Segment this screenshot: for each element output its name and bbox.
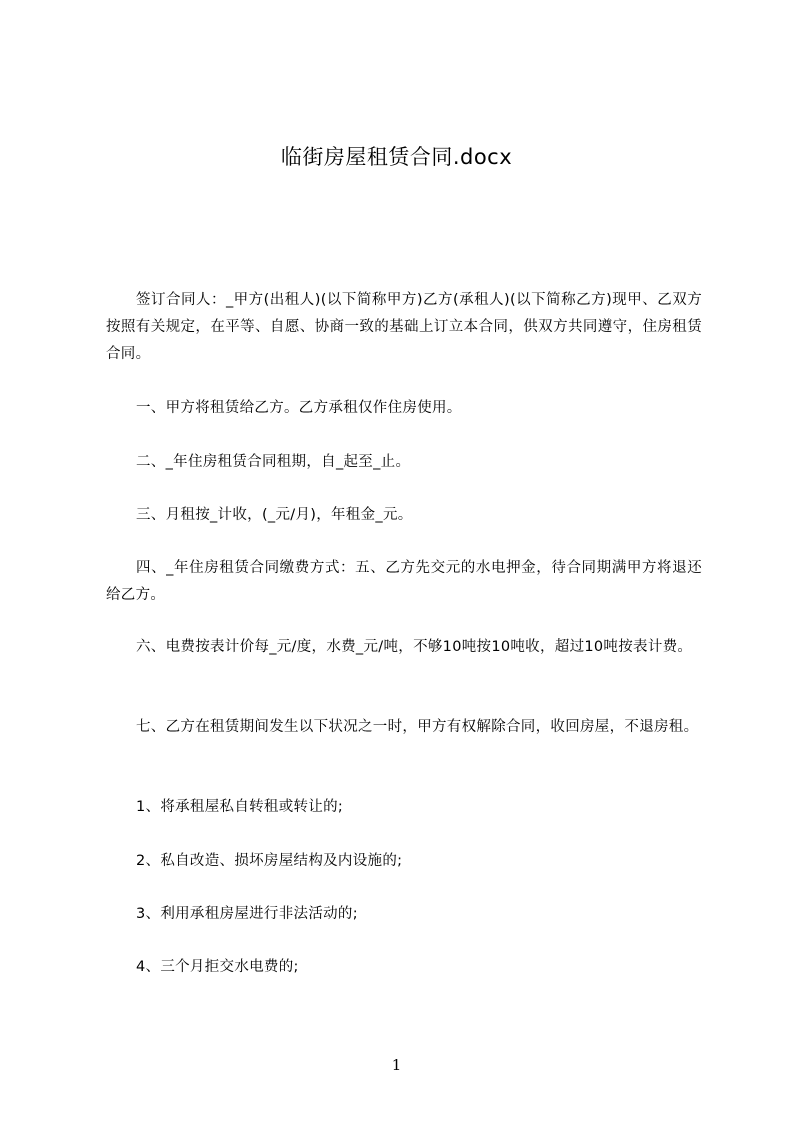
page-number: 1 [391,1056,402,1074]
paragraph-clause-3: 三、月租按_计收，(_元/月)，年租金_元。 [136,507,413,523]
paragraph-preamble: 签订合同人：_甲方(出租人)(以下简称甲方)乙方(承租人)(以下简称乙方)现甲、乙双方按照有关规定，在平等、自愿、协商一致的基础上订立本合同，供双方共同遵守，住房租赁合同。 [106,292,702,362]
document-title: 临街房屋租赁合同.docx [280,145,513,169]
paragraph-clause-7: 七、乙方在租赁期间发生以下状况之一时，甲方有权解除合同，收回房屋，不退房租。 [136,719,699,735]
list-item-1: 1、将承租屋私自转租或转让的; [136,799,344,815]
paragraph-clause-6: 六、电费按表计价每_元/度，水费_元/吨，不够10吨按10吨收，超过10吨按表计费。 [136,639,693,655]
list-item-3: 3、利用承租房屋进行非法活动的; [136,906,358,922]
paragraph-clause-2: 二、_年住房租赁合同租期，自_起至_止。 [136,454,411,470]
paragraph-clause-1: 一、甲方将租赁给乙方。乙方承租仅作住房使用。 [136,400,462,416]
list-item-2: 2、私自改造、损坏房屋结构及内设施的; [136,853,403,869]
paragraph-clause-4-5: 四、_年住房租赁合同缴费方式：五、乙方先交元的水电押金，待合同期满甲方将退还给乙方。 [106,560,702,603]
list-item-4: 4、三个月拒交水电费的; [136,959,299,975]
